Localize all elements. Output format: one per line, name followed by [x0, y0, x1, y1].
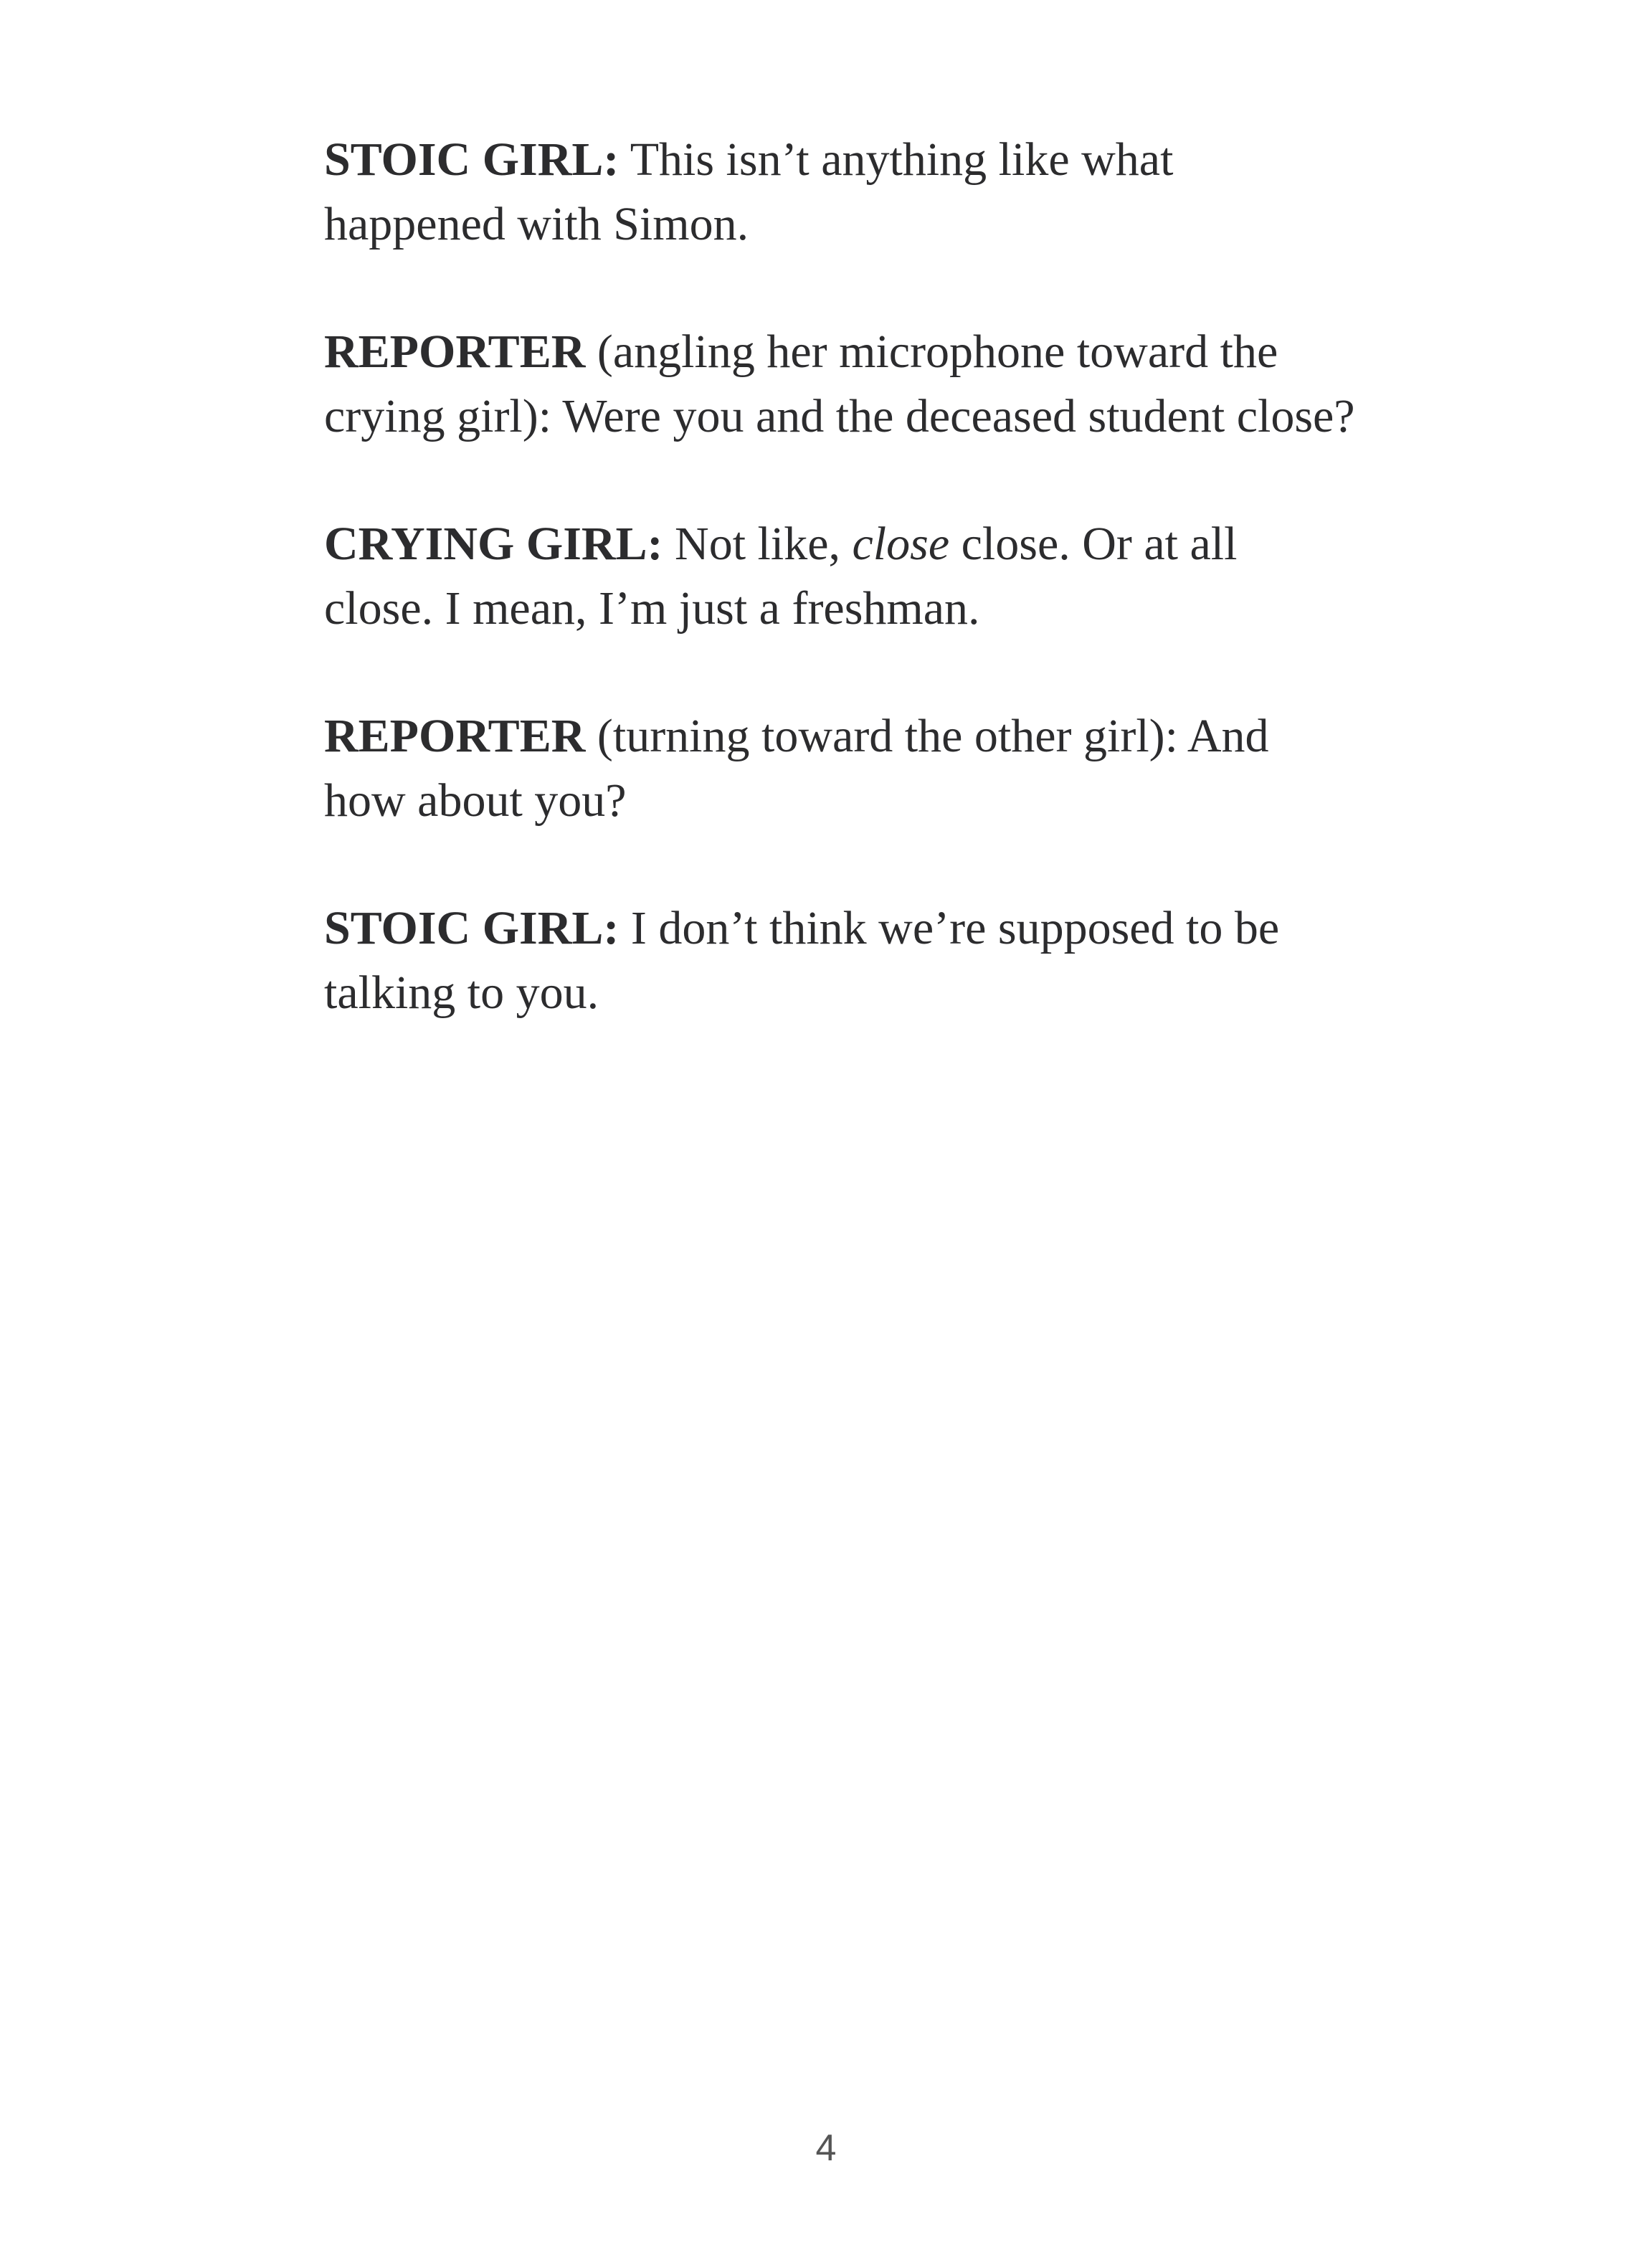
speaker-name: STOIC GIRL: [324, 902, 620, 954]
speaker-name: CRYING GIRL: [324, 518, 663, 570]
dialogue-text: (angling her microphone toward the crying girl): Were you and the deceased student close? [324, 326, 1355, 442]
dialogue-line [324, 128, 1357, 257]
dialogue-text: Not like, [663, 518, 853, 570]
dialogue-text: close. Or at all close. I mean, I’m just a freshman. [324, 518, 1238, 635]
dialogue-line [324, 320, 1357, 449]
dialogue-line [324, 704, 1357, 833]
dialogue-text: This isn’t anything like what happened with Simon. [324, 133, 1174, 250]
dialogue-line [324, 512, 1357, 641]
speaker-name: STOIC GIRL: [324, 133, 620, 186]
emphasized-word: close [852, 518, 950, 570]
dialogue-text: (turning toward the other girl): And how about you? [324, 710, 1269, 827]
page-number: 4 [815, 2127, 837, 2169]
speaker-name: REPORTER [324, 710, 586, 762]
dialogue-text: I don’t think we’re supposed to be talking to you. [324, 902, 1280, 1019]
script-body [324, 128, 1357, 1088]
dialogue-line [324, 896, 1357, 1025]
speaker-name: REPORTER [324, 326, 586, 378]
